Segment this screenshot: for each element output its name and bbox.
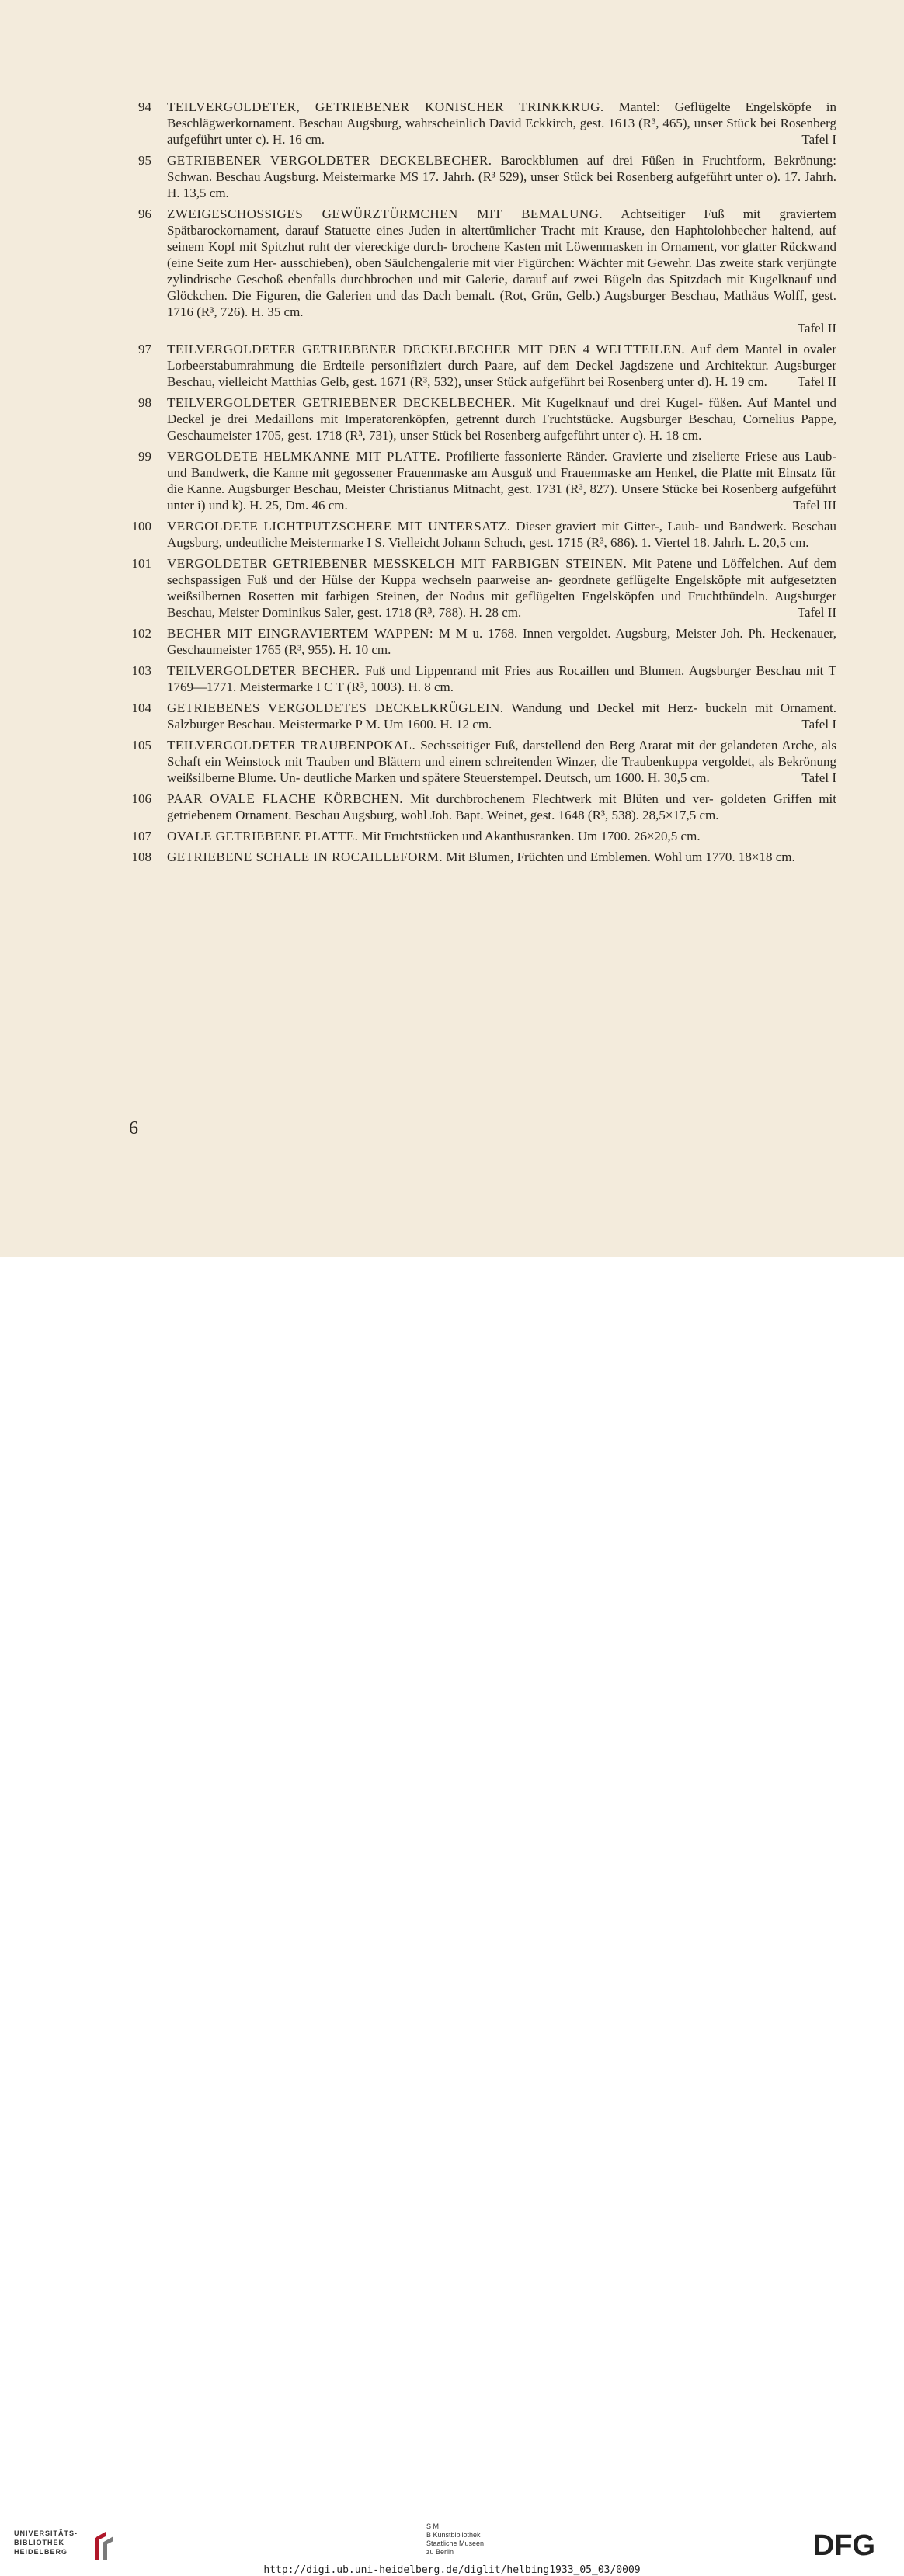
entry-title: VERGOLDETER GETRIEBENER MESSKELCH MIT FARBIGEN STEINEN. bbox=[167, 556, 628, 571]
entry-description: Mit Patene und Löffelchen. Auf dem sechspassigen Fuß und der Hülse der Kuppa wechseln paarweise an- geordnete geflügelte Engelsköpfe mit aufgesetzten weißsilbernen Rosetten mit farbigen Steinen, der Nodus mit geflügelten Engelsköpfen und Fruchtbündeln. Augsburger Beschau, Meister Dominikus Saler, gest. 1718 (R³, 788). H. 28 cm. bbox=[167, 556, 837, 620]
entry-number: 97 bbox=[138, 342, 151, 356]
entry-number: 106 bbox=[131, 791, 151, 806]
entry-number: 94 bbox=[138, 99, 151, 114]
dfg-logo-icon[interactable] bbox=[801, 2529, 887, 2560]
entry-text bbox=[167, 737, 836, 786]
university-library-logo[interactable] bbox=[14, 2529, 115, 2563]
entry-description: Sechsseitiger Fuß, darstellend den Berg Ararat mit der gelandeten Arche, als Schaft ein Weinstock mit Trauben und Blättern und einem schreitenden Winzer, die Traubenkuppa vergoldet, als Bekrönung weißsilberne Blume. Un- deutliche Marken und spätere Steuerstempel. Deutsch, um 1600. H. 30,5 cm. bbox=[167, 738, 836, 785]
catalog-entry bbox=[124, 555, 836, 621]
catalog-entry bbox=[124, 791, 836, 823]
catalog-entry bbox=[124, 737, 836, 786]
scanned-page bbox=[0, 0, 904, 1257]
entry-title: TEILVERGOLDETER GETRIEBENER DECKELBECHER. bbox=[167, 395, 516, 410]
entry-number: 99 bbox=[138, 449, 151, 464]
entry-description: Wandung und Deckel mit Herz- buckeln mit Ornament. Salzburger Beschau. Meistermarke P M. Um 1600. H. 12 cm. bbox=[167, 700, 836, 732]
entry-text bbox=[167, 791, 836, 823]
catalog-entry bbox=[124, 341, 836, 390]
library-mark-icon bbox=[89, 2529, 120, 2563]
entry-number: 104 bbox=[131, 700, 151, 715]
entry-text bbox=[167, 448, 836, 513]
catalog-entry bbox=[124, 206, 836, 336]
entry-title: TEILVERGOLDETER BECHER. bbox=[167, 663, 360, 678]
catalog-entry bbox=[124, 828, 836, 844]
entry-number: 95 bbox=[138, 153, 151, 168]
credit-line-4: zu Berlin bbox=[426, 2548, 454, 2556]
catalog-entry bbox=[124, 849, 836, 865]
entry-title: TEILVERGOLDETER GETRIEBENER DECKELBECHER MIT DEN 4 WELTTEILEN. bbox=[167, 342, 686, 356]
entry-description: Auf dem Mantel in ovaler Lorbeerstabumrahmung die Erdteile personifiziert durch Paare, auf dem Deckel Jagdszene und Architektur. Augsburger Beschau, vielleicht Matthias Gelb, gest. 1671 (R³, 532), unser Stück aufgeführt bei Rosenberg unter d). H. 19 cm. bbox=[167, 342, 836, 389]
plate-reference: Tafel III bbox=[793, 498, 836, 513]
entry-title: GETRIEBENE SCHALE IN ROCAILLEFORM. bbox=[167, 850, 443, 864]
collection-credit bbox=[426, 2522, 484, 2557]
entry-text bbox=[167, 518, 836, 551]
entry-description: Mantel: Geflügelte Engelsköpfe in Beschlägwerkornament. Beschau Augsburg, wahrscheinlich David Eckkirch, gest. 1613 (R³, 465), unser Stück bei Rosenberg aufgeführt unter c). H. 16 cm. bbox=[167, 99, 836, 147]
entry-description: Mit Blumen, Früchten und Emblemen. Wohl um 1770. 18×18 cm. bbox=[446, 850, 795, 864]
entry-number: 102 bbox=[131, 626, 151, 641]
entry-description: Barockblumen auf drei Füßen in Fruchtform, Bekrönung: Schwan. Beschau Augsburg. Meistermarke MS 17. Jahrh. (R³ 529), unser Stück bei Rosenberg aufgeführt unter o). 17. Jahrh. H. 13,5 cm. bbox=[167, 153, 836, 200]
catalog-entry bbox=[124, 152, 836, 201]
entry-text bbox=[167, 99, 836, 148]
entry-number: 100 bbox=[131, 519, 151, 534]
entry-description: Mit Kugelknauf und drei Kugel- füßen. Auf Mantel und Deckel je drei Medaillons mit Imperatorenköpfen, getrennt durch Fruchtstücke. Augsburger Beschau, Cornelius Pappe, Geschaumeister 1705, gest. 1718 (R³, 731), unser Stück bei Rosenberg aufgeführt unter c). H. 18 cm. bbox=[167, 395, 836, 443]
entry-description: Achtseitiger Fuß mit graviertem Spätbarockornament, darauf Statuette eines Juden in altertümlicher Tracht mit Krause, den Haphtolohbecher haltend, auf seinem Kopf mit Spitzhut ruht der viereckige durch- brochene Kasten mit Löwenmasken in Ornament, vor glatter Rückwand (eine Seite zum Her- ausschieben), oben Säulchengalerie mit vier Figürchen: Wächter mit Gewehr. Das zweite stark verjüngte zylindrische Geschoß ebenfalls durchbrochen und mit Galerie, darauf auf zwei Bügeln das Spitzdach mit Kugelknauf und Glöckchen. Die Figuren, die Galerien und das Dach bemalt. (Rot, Grün, Gelb.) Augsburger Beschau, Mathäus Wolff, gest. 1716 (R³, 726). H. 35 cm. bbox=[167, 207, 836, 319]
catalog-entry bbox=[124, 99, 836, 148]
plate-reference: Tafel II bbox=[797, 605, 836, 620]
credit-line-3: Staatliche Museen bbox=[426, 2539, 485, 2547]
plate-reference: Tafel I bbox=[801, 132, 836, 147]
entry-number: 103 bbox=[131, 663, 151, 678]
library-name-line-1: UNIVERSITÄTS- bbox=[14, 2529, 78, 2537]
entry-title: TEILVERGOLDETER TRAUBENPOKAL. bbox=[167, 738, 416, 753]
credit-line-1: S M bbox=[426, 2522, 440, 2530]
plate-reference: Tafel I bbox=[801, 717, 836, 732]
entry-description: Fuß und Lippenrand mit Fries aus Rocaillen und Blumen. Augsburger Beschau mit T 1769—1771. Meistermarke I C T (R³, 1003). H. 8 cm. bbox=[167, 663, 836, 694]
footer-bar bbox=[0, 1257, 904, 2576]
entry-text bbox=[167, 395, 836, 443]
entry-title: VERGOLDETE HELMKANNE MIT PLATTE. bbox=[167, 449, 441, 464]
entry-title: ZWEIGESCHOSSIGES GEWÜRZTÜRMCHEN MIT BEMALUNG. bbox=[167, 207, 603, 221]
credit-line-2: B Kunstbibliothek bbox=[426, 2531, 481, 2539]
entry-description: Dieser graviert mit Gitter-, Laub- und Bandwerk. Beschau Augsburg, undeutliche Meistermarke I S. Vielleicht Johann Schuch, gest. 1715 (R³, 686). 1. Viertel 18. Jahrh. L. 20,5 cm. bbox=[167, 519, 837, 550]
entry-number: 108 bbox=[131, 850, 151, 864]
entry-text bbox=[167, 849, 836, 865]
entry-text bbox=[167, 625, 836, 658]
catalog-entries bbox=[124, 99, 836, 870]
library-name-line-3: HEIDELBERG bbox=[14, 2548, 68, 2556]
entry-description: Mit Fruchtstücken und Akanthusranken. Um 1700. 26×20,5 cm. bbox=[361, 829, 701, 843]
entry-text bbox=[167, 555, 836, 621]
entry-number: 105 bbox=[131, 738, 151, 753]
entry-title: BECHER MIT EINGRAVIERTEM WAPPEN: bbox=[167, 626, 434, 641]
entry-text bbox=[167, 206, 836, 336]
entry-text bbox=[167, 700, 836, 732]
entry-number: 107 bbox=[131, 829, 151, 843]
entry-text bbox=[167, 152, 836, 201]
catalog-entry bbox=[124, 448, 836, 513]
plate-reference: Tafel II bbox=[797, 321, 836, 335]
catalog-entry bbox=[124, 662, 836, 695]
entry-title: PAAR OVALE FLACHE KÖRBCHEN. bbox=[167, 791, 403, 806]
entry-description: M M u. 1768. Innen vergoldet. Augsburg, Meister Joh. Ph. Heckenauer, Geschaumeister 1765 (R³, 955). H. 10 cm. bbox=[167, 626, 837, 657]
entry-text bbox=[167, 828, 836, 844]
dfg-logo-text: DFG bbox=[812, 2529, 876, 2560]
entry-number: 96 bbox=[138, 207, 151, 221]
entry-text bbox=[167, 341, 836, 390]
entry-number: 98 bbox=[138, 395, 151, 410]
entry-description: Mit durchbrochenem Flechtwerk mit Blüten und ver- goldeten Griffen mit getriebenem Ornament. Beschau Augsburg, wohl Joh. Bapt. Weinet, gest. 1648 (R³, 538). 28,5×17,5 cm. bbox=[167, 791, 836, 822]
catalog-entry bbox=[124, 625, 836, 658]
entry-title: VERGOLDETE LICHTPUTZSCHERE MIT UNTERSATZ. bbox=[167, 519, 511, 534]
permalink-url[interactable]: http://digi.ub.uni-heidelberg.de/diglit/helbing1933_05_03/0009 bbox=[263, 2564, 641, 2576]
entry-title: GETRIEBENES VERGOLDETES DECKELKRÜGLEIN. bbox=[167, 700, 504, 715]
catalog-entry bbox=[124, 700, 836, 732]
catalog-entry bbox=[124, 518, 836, 551]
entry-description: Profilierte fassonierte Ränder. Gravierte und ziselierte Friese aus Laub- und Bandwerk, die Kanne mit gegossener Frauenmaske am Ausguß und Frauenmaske am Henkel, die Platte mit Einsatz für die Kanne. Augsburger Beschau, Meister Christianus Mitnacht, gest. 1731 (R³, 827). Unsere Stücke bei Rosenberg aufgeführt unter i) und k). H. 25, Dm. 46 cm. bbox=[167, 449, 836, 513]
entry-title: TEILVERGOLDETER, GETRIEBENER KONISCHER TRINKKRUG. bbox=[167, 99, 604, 114]
plate-reference: Tafel I bbox=[801, 770, 836, 785]
entry-title: OVALE GETRIEBENE PLATTE. bbox=[167, 829, 359, 843]
entry-title: GETRIEBENER VERGOLDETER DECKELBECHER. bbox=[167, 153, 492, 168]
entry-number: 101 bbox=[131, 556, 151, 571]
library-name-line-2: BIBLIOTHEK bbox=[14, 2539, 64, 2546]
plate-reference: Tafel II bbox=[797, 374, 836, 389]
catalog-entry bbox=[124, 395, 836, 443]
page-number: 6 bbox=[129, 1118, 138, 1139]
entry-text bbox=[167, 662, 836, 695]
